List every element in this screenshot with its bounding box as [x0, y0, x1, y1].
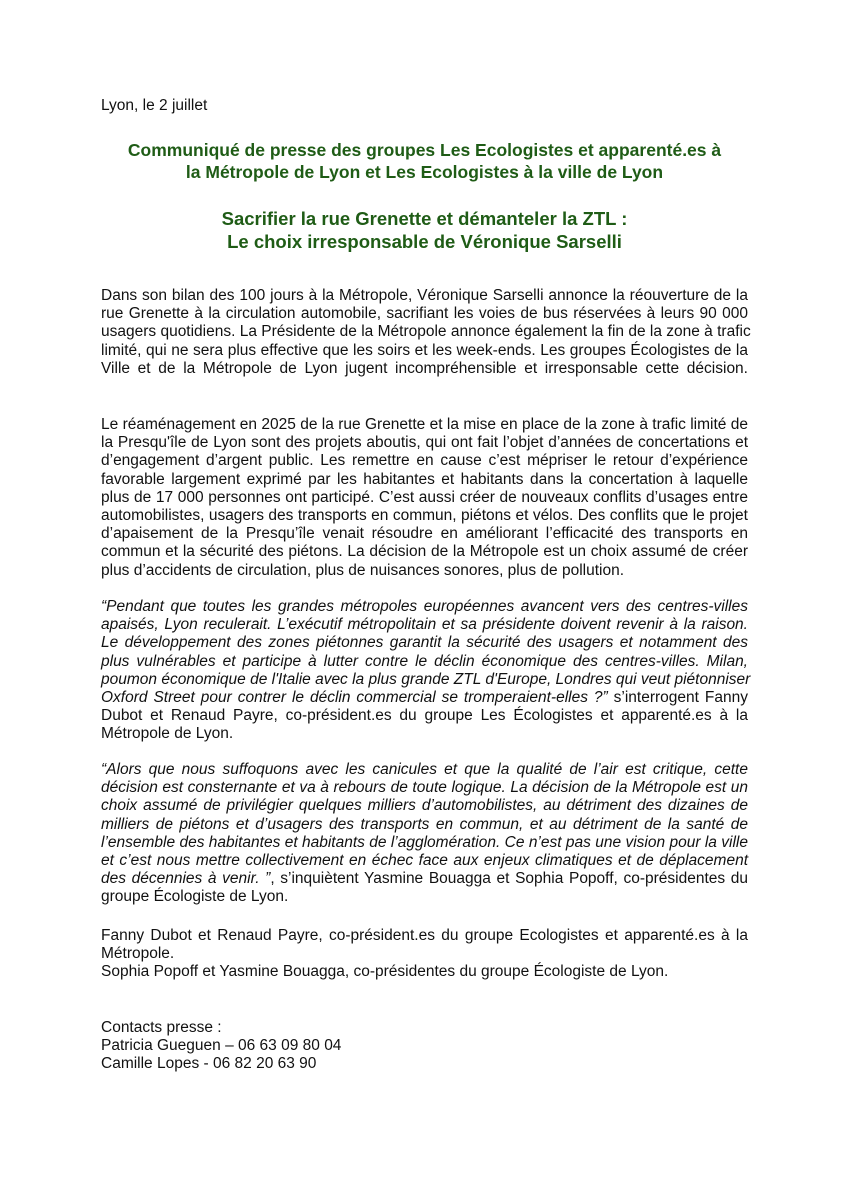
text-line: Dubot et Renaud Payre, co-président.es du groupe Les Écologistes et apparenté.es à la	[101, 707, 748, 725]
text-line: Métropole de Lyon.	[101, 725, 234, 743]
text-line: usagers quotidiens. La Présidente de la Métropole annonce également la fin de la zone à trafic	[101, 323, 751, 341]
text-line: plus de 17 000 personnes ont participé. C’est aussi créer de nouveaux conflits d’usages entre	[101, 488, 748, 506]
text-line: rue Grenette à la circulation automobile, sacrifiant les voies de bus réservées à leurs 90 000	[101, 305, 748, 323]
text-line: groupe Écologiste de Lyon.	[101, 888, 289, 906]
text-line: favorable largement exprimé par les habitantes et habitants dans la concertation à laquelle	[101, 470, 748, 488]
attribution-text: s’interrogent Fanny	[607, 689, 748, 707]
quote-line: décision est consternante et va à rebours de toute logique. La décision de la Métropole est un	[101, 779, 748, 797]
signature-line: Fanny Dubot et Renaud Payre, co-président.es du groupe Ecologistes et apparenté.es à la	[101, 927, 748, 944]
quote-line: et c’est nous mettre collectivement en échec face aux enjeux climatiques et de déplacement	[101, 852, 748, 870]
mixed-line	[101, 689, 748, 707]
text-line: Le réaménagement en 2025 de la rue Grenette et la mise en place de la zone à trafic limité de	[101, 416, 748, 433]
header-line: Communiqué de presse des groupes Les Ecologistes et apparenté.es à	[127, 140, 722, 160]
text-line: Dans son bilan des 100 jours à la Métropole, Véronique Sarselli annonce la réouverture de la	[101, 287, 748, 304]
quote-line: l’ensemble des habitantes et habitants de l’agglomération. Ce n’est pas une vision pour la ville	[101, 833, 748, 851]
quote-line: choix assumé de privilégier quelques milliers d’automobilistes, au détriment des dizaines de	[101, 797, 748, 815]
quote-paragraph-2	[101, 761, 748, 907]
contacts-heading: Contacts presse :	[101, 1019, 222, 1036]
quote-line: Le développement des zones piétonnes garantit la sécurité des usagers et notamment des	[101, 634, 748, 652]
quote-line: plus vulnérables et participe à lutter contre le déclin économique des centres-villes. Milan,	[101, 652, 748, 670]
text-line: limité, qui ne sera plus effective que les soirs et les week-ends. Les groupes Écologistes de la	[101, 341, 748, 359]
date-line: Lyon, le 2 juillet	[101, 97, 208, 114]
header-line: la Métropole de Lyon et Les Ecologistes à la ville de Lyon	[185, 162, 664, 182]
quote-tail: Oxford Street pour contrer le déclin commercial se tromperaient-elles ?”	[101, 689, 608, 707]
text-line: Ville et de la Métropole de Lyon jugent incompréhensible et irresponsable cette décision.	[101, 359, 748, 377]
intro-paragraph	[101, 287, 751, 378]
contact-line: Camille Lopes - 06 82 20 63 90	[101, 1055, 317, 1073]
mixed-line	[101, 870, 748, 888]
text-line: la Presqu'île de Lyon sont des projets aboutis, qui ont fait l’objet d’années de concertations et	[101, 434, 748, 452]
press-release-title	[80, 207, 769, 253]
title-line: Sacrifier la rue Grenette et démanteler la ZTL :	[221, 208, 628, 229]
text-line: commun et la sécurité des piétons. La décision de la Métropole est un choix assumé de créer	[101, 543, 748, 561]
press-contacts	[101, 1019, 748, 1074]
quote-line: milliers de piétons et d’usagers des transports en commun, et au détriment de la santé de	[101, 815, 748, 833]
attribution-text: , s’inquiètent Yasmine Bouagga et Sophia Popoff, co-présidentes du	[270, 870, 748, 888]
signature-line: Métropole.	[101, 945, 175, 963]
quote-tail: des décennies à venir. ”	[101, 870, 271, 888]
context-paragraph	[101, 416, 748, 580]
text-line: d’engagement d’argent public. Les remettre en cause c’est mépriser le retour d’expérience	[101, 452, 748, 470]
quote-line: poumon économique de l'Italie avec la plus grande ZTL d'Europe, Londres qui veut piétonniser	[101, 670, 751, 688]
quote-line: apaisés, Lyon reculerait. L’exécutif métropolitain et sa présidente doivent revenir à la raison.	[101, 616, 748, 634]
contact-line: Patricia Gueguen – 06 63 09 80 04	[101, 1037, 342, 1055]
quote-paragraph-1	[101, 598, 751, 744]
title-line: Le choix irresponsable de Véronique Sarselli	[227, 231, 622, 252]
press-release-header	[80, 139, 769, 183]
text-line: automobilistes, usagers des transports en commun, piétons et vélos. Des conflits que le projet	[101, 507, 748, 525]
quote-line: “Alors que nous suffoquons avec les canicules et que la qualité de l’air est critique, cette	[101, 761, 748, 778]
signature-line: Sophia Popoff et Yasmine Bouagga, co-présidentes du groupe Écologiste de Lyon.	[101, 963, 669, 981]
quote-line: “Pendant que toutes les grandes métropoles européennes avancent vers des centres-villes	[101, 598, 748, 615]
text-line: d’apaisement de la Presqu’île venait résoudre en améliorant l’efficacité des transports en	[101, 525, 748, 543]
text-line: plus d’accidents de circulation, plus de nuisances sonores, plus de pollution.	[101, 561, 625, 579]
signatures	[101, 927, 748, 982]
